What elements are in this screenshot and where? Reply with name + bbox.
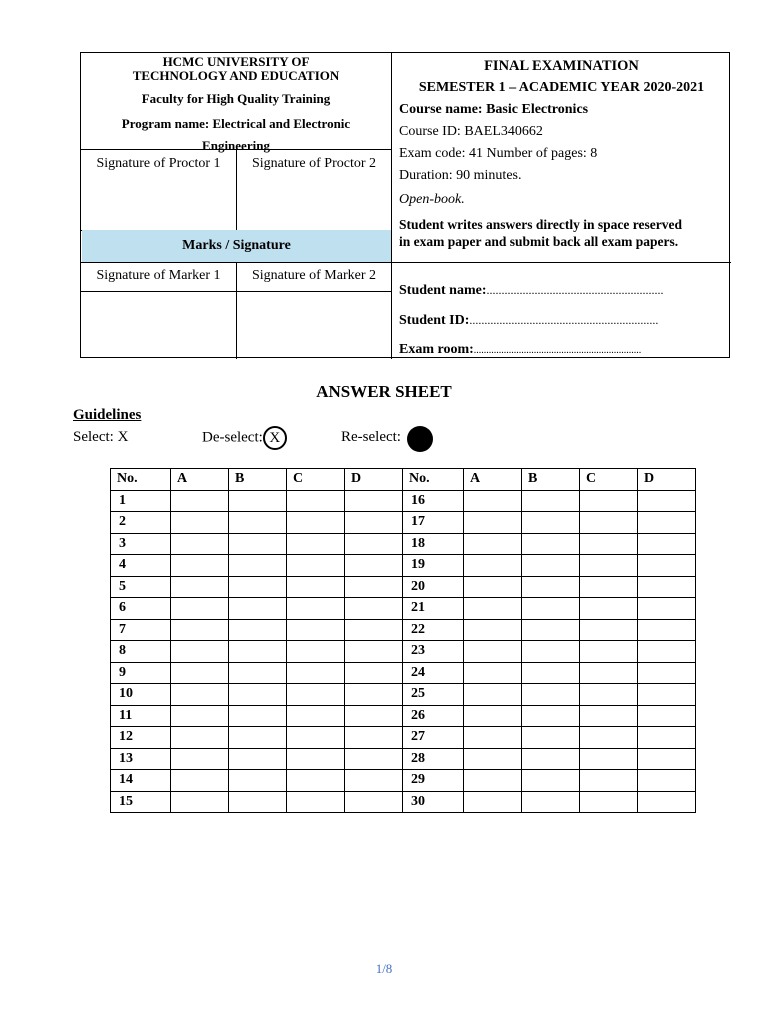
question-number: 9	[111, 662, 171, 684]
student-id-dots: ...............................................................	[469, 313, 659, 327]
guideline-reselect-label: Re-select:	[341, 429, 401, 445]
answer-cell-a[interactable]	[464, 555, 522, 577]
question-number: 23	[403, 641, 464, 663]
student-id-field[interactable]	[399, 312, 729, 329]
table-row	[111, 598, 696, 620]
answer-cell-a[interactable]	[171, 770, 229, 792]
question-number: 4	[111, 555, 171, 577]
answer-cell-a[interactable]	[171, 662, 229, 684]
answer-cell-d[interactable]	[345, 641, 403, 663]
question-number: 18	[403, 533, 464, 555]
col-header-d-2: D	[638, 469, 696, 491]
answer-cell-c[interactable]	[287, 598, 345, 620]
question-number: 24	[403, 662, 464, 684]
answer-cell-d[interactable]	[638, 770, 696, 792]
question-number: 21	[403, 598, 464, 620]
answer-cell-b[interactable]	[522, 748, 580, 770]
answer-cell-d[interactable]	[345, 791, 403, 813]
answer-cell-d[interactable]	[345, 748, 403, 770]
answer-cell-b[interactable]	[522, 791, 580, 813]
proctor-2-signature-label: Signature of Proctor 2	[251, 156, 377, 171]
table-row	[111, 662, 696, 684]
question-number: 29	[403, 770, 464, 792]
answer-cell-a[interactable]	[464, 705, 522, 727]
guideline-select: Select: X	[73, 429, 129, 445]
answer-cell-b[interactable]	[229, 727, 287, 749]
table-row	[111, 705, 696, 727]
answer-cell-b[interactable]	[522, 555, 580, 577]
answer-cell-a[interactable]	[464, 598, 522, 620]
deselect-label: De-select:	[202, 429, 263, 446]
answer-cell-c[interactable]	[287, 576, 345, 598]
header-divider-marks-bottom	[81, 262, 731, 263]
table-row	[111, 576, 696, 598]
answer-cell-c[interactable]	[580, 662, 638, 684]
reselect-filled-circle-icon	[407, 426, 433, 452]
university-name: HCMC UNIVERSITY OF TECHNOLOGY AND EDUCATION	[132, 54, 340, 83]
answer-cell-a[interactable]	[464, 684, 522, 706]
answer-cell-c[interactable]	[287, 490, 345, 512]
answer-cell-a[interactable]	[171, 576, 229, 598]
answer-cell-d[interactable]	[345, 555, 403, 577]
answer-cell-b[interactable]	[522, 490, 580, 512]
answer-cell-a[interactable]	[171, 598, 229, 620]
col-header-b-2: B	[522, 469, 580, 491]
answer-cell-d[interactable]	[638, 490, 696, 512]
student-name-field[interactable]	[399, 282, 729, 299]
table-row	[111, 490, 696, 512]
answer-cell-a[interactable]	[171, 705, 229, 727]
answer-cell-d[interactable]	[345, 533, 403, 555]
answer-cell-a[interactable]	[464, 576, 522, 598]
answer-cell-b[interactable]	[522, 598, 580, 620]
answer-cell-d[interactable]	[638, 512, 696, 534]
col-header-no-2: No.	[403, 469, 464, 491]
table-row	[111, 512, 696, 534]
exam-room-label: Exam room:	[399, 342, 474, 357]
answer-cell-b[interactable]	[522, 705, 580, 727]
exam-header-table	[80, 52, 730, 358]
question-number: 27	[403, 727, 464, 749]
answer-cell-c[interactable]	[287, 662, 345, 684]
answer-cell-b[interactable]	[229, 684, 287, 706]
open-book-note: Open-book.	[399, 192, 465, 207]
answer-cell-c[interactable]	[580, 619, 638, 641]
answer-cell-c[interactable]	[580, 490, 638, 512]
answer-cell-d[interactable]	[638, 748, 696, 770]
table-row	[111, 770, 696, 792]
marker-1-signature-label: Signature of Marker 1	[96, 268, 221, 283]
answer-cell-b[interactable]	[229, 490, 287, 512]
answer-cell-a[interactable]	[171, 684, 229, 706]
question-number: 12	[111, 727, 171, 749]
question-number: 2	[111, 512, 171, 534]
col-header-c-2: C	[580, 469, 638, 491]
answer-grid-header	[111, 469, 696, 491]
answer-cell-a[interactable]	[464, 662, 522, 684]
answer-sheet-title: ANSWER SHEET	[316, 382, 452, 401]
answer-cell-d[interactable]	[638, 641, 696, 663]
answer-cell-d[interactable]	[345, 619, 403, 641]
table-row	[111, 555, 696, 577]
question-number: 6	[111, 598, 171, 620]
answer-cell-c[interactable]	[580, 684, 638, 706]
answer-cell-d[interactable]	[638, 791, 696, 813]
question-number: 20	[403, 576, 464, 598]
answer-cell-b[interactable]	[229, 641, 287, 663]
question-number: 22	[403, 619, 464, 641]
answer-cell-a[interactable]	[171, 512, 229, 534]
answer-cell-b[interactable]	[229, 619, 287, 641]
answer-cell-a[interactable]	[464, 770, 522, 792]
answer-cell-c[interactable]	[580, 641, 638, 663]
answer-cell-a[interactable]	[464, 512, 522, 534]
marks-signature-bar: Marks / Signature	[82, 230, 391, 262]
question-number: 14	[111, 770, 171, 792]
exam-title: FINAL EXAMINATION	[484, 58, 639, 74]
question-number: 30	[403, 791, 464, 813]
answer-cell-c[interactable]	[287, 555, 345, 577]
question-number: 15	[111, 791, 171, 813]
course-name: Course name: Basic Electronics	[399, 102, 589, 117]
answer-cell-b[interactable]	[229, 512, 287, 534]
exam-room-dots: ...................................................................	[473, 345, 642, 356]
answer-cell-c[interactable]	[287, 533, 345, 555]
answer-cell-a[interactable]	[464, 727, 522, 749]
answer-cell-d[interactable]	[345, 684, 403, 706]
answer-cell-d[interactable]	[345, 576, 403, 598]
answer-cell-a[interactable]	[464, 641, 522, 663]
answer-cell-b[interactable]	[522, 770, 580, 792]
marker-2-signature-label: Signature of Marker 2	[251, 268, 377, 283]
proctor-1-signature-label: Signature of Proctor 1	[96, 156, 221, 171]
question-number: 5	[111, 576, 171, 598]
answer-cell-d[interactable]	[638, 555, 696, 577]
answer-cell-d[interactable]	[638, 533, 696, 555]
answer-cell-b[interactable]	[522, 576, 580, 598]
answer-cell-d[interactable]	[638, 662, 696, 684]
question-number: 17	[403, 512, 464, 534]
answer-cell-c[interactable]	[580, 727, 638, 749]
answer-cell-c[interactable]	[287, 512, 345, 534]
answer-cell-b[interactable]	[229, 705, 287, 727]
answer-cell-b[interactable]	[229, 791, 287, 813]
answer-cell-c[interactable]	[287, 770, 345, 792]
answer-cell-a[interactable]	[464, 619, 522, 641]
answer-cell-a[interactable]	[171, 533, 229, 555]
answer-cell-a[interactable]	[464, 533, 522, 555]
answer-cell-a[interactable]	[171, 555, 229, 577]
col-header-c: C	[287, 469, 345, 491]
answer-cell-b[interactable]	[229, 555, 287, 577]
col-header-b: B	[229, 469, 287, 491]
answer-cell-d[interactable]	[638, 705, 696, 727]
submission-instruction: Student writes answers directly in space reserved in exam paper and submit back all exam papers.	[399, 217, 682, 249]
question-number: 10	[111, 684, 171, 706]
answer-cell-c[interactable]	[580, 555, 638, 577]
col-header-no: No.	[111, 469, 171, 491]
question-number: 25	[403, 684, 464, 706]
answer-cell-b[interactable]	[229, 662, 287, 684]
answer-cell-c[interactable]	[580, 512, 638, 534]
answer-cell-c[interactable]	[287, 791, 345, 813]
semester-info: SEMESTER 1 – ACADEMIC YEAR 2020-2021	[418, 80, 705, 95]
table-row	[111, 748, 696, 770]
answer-cell-b[interactable]	[522, 619, 580, 641]
exam-code: Exam code: 41 Number of pages: 8	[399, 146, 598, 161]
answer-cell-b[interactable]	[229, 576, 287, 598]
answer-cell-b[interactable]	[522, 641, 580, 663]
answer-cell-b[interactable]	[229, 770, 287, 792]
answer-cell-a[interactable]	[171, 748, 229, 770]
answer-cell-a[interactable]	[464, 748, 522, 770]
table-row	[111, 533, 696, 555]
deselect-circle-x-icon: X	[263, 426, 287, 450]
question-number: 26	[403, 705, 464, 727]
answer-cell-c[interactable]	[287, 748, 345, 770]
answer-cell-c[interactable]	[287, 727, 345, 749]
question-number: 13	[111, 748, 171, 770]
answer-cell-d[interactable]	[345, 490, 403, 512]
col-header-a-2: A	[464, 469, 522, 491]
table-row	[111, 619, 696, 641]
answer-cell-b[interactable]	[522, 684, 580, 706]
answer-cell-c[interactable]	[287, 619, 345, 641]
col-header-d: D	[345, 469, 403, 491]
answer-cell-b[interactable]	[229, 533, 287, 555]
faculty-name: Faculty for High Quality Training	[141, 91, 331, 106]
student-id-label: Student ID:	[399, 313, 470, 328]
answer-grid	[110, 468, 696, 813]
answer-cell-c[interactable]	[580, 748, 638, 770]
answer-cell-d[interactable]	[345, 512, 403, 534]
answer-cell-a[interactable]	[171, 641, 229, 663]
answer-cell-c[interactable]	[580, 533, 638, 555]
col-header-a: A	[171, 469, 229, 491]
table-row	[111, 641, 696, 663]
answer-cell-a[interactable]	[171, 619, 229, 641]
answer-cell-d[interactable]	[638, 598, 696, 620]
course-id: Course ID: BAEL340662	[399, 124, 543, 139]
question-number: 16	[403, 490, 464, 512]
answer-cell-d[interactable]	[345, 770, 403, 792]
question-number: 19	[403, 555, 464, 577]
student-name-label: Student name:	[399, 283, 487, 298]
answer-cell-d[interactable]	[345, 705, 403, 727]
student-name-dots: ...........................................................	[486, 283, 664, 297]
answer-cell-a[interactable]	[464, 791, 522, 813]
exam-room-field[interactable]	[399, 342, 729, 359]
answer-cell-d[interactable]	[638, 727, 696, 749]
answer-cell-b[interactable]	[522, 727, 580, 749]
answer-cell-a[interactable]	[171, 490, 229, 512]
question-number: 7	[111, 619, 171, 641]
table-row	[111, 684, 696, 706]
answer-cell-c[interactable]	[580, 576, 638, 598]
answer-cell-c[interactable]	[580, 705, 638, 727]
answer-cell-d[interactable]	[638, 684, 696, 706]
answer-cell-b[interactable]	[522, 512, 580, 534]
guideline-deselect	[202, 426, 287, 450]
answer-cell-c[interactable]	[287, 705, 345, 727]
exam-duration: Duration: 90 minutes.	[399, 168, 522, 183]
answer-cell-b[interactable]	[522, 662, 580, 684]
answer-cell-a[interactable]	[171, 791, 229, 813]
answer-cell-d[interactable]	[345, 662, 403, 684]
header-divider-vertical	[391, 53, 392, 359]
answer-cell-b[interactable]	[522, 533, 580, 555]
answer-cell-c[interactable]	[580, 791, 638, 813]
answer-cell-c[interactable]	[287, 684, 345, 706]
page-number: 1/8	[375, 961, 393, 976]
question-number: 8	[111, 641, 171, 663]
answer-cell-a[interactable]	[171, 727, 229, 749]
question-number: 1	[111, 490, 171, 512]
question-number: 11	[111, 705, 171, 727]
answer-cell-a[interactable]	[464, 490, 522, 512]
answer-cell-d[interactable]	[638, 576, 696, 598]
answer-cell-c[interactable]	[580, 598, 638, 620]
answer-cell-b[interactable]	[229, 598, 287, 620]
guidelines-heading: Guidelines	[73, 407, 142, 423]
table-row	[111, 791, 696, 813]
table-row	[111, 727, 696, 749]
question-number: 28	[403, 748, 464, 770]
answer-cell-c[interactable]	[287, 641, 345, 663]
answer-cell-b[interactable]	[229, 748, 287, 770]
answer-cell-d[interactable]	[345, 598, 403, 620]
program-name: Program name: Electrical and Electronic Engineering	[121, 116, 351, 153]
answer-cell-d[interactable]	[638, 619, 696, 641]
question-number: 3	[111, 533, 171, 555]
answer-cell-c[interactable]	[580, 770, 638, 792]
answer-cell-d[interactable]	[345, 727, 403, 749]
